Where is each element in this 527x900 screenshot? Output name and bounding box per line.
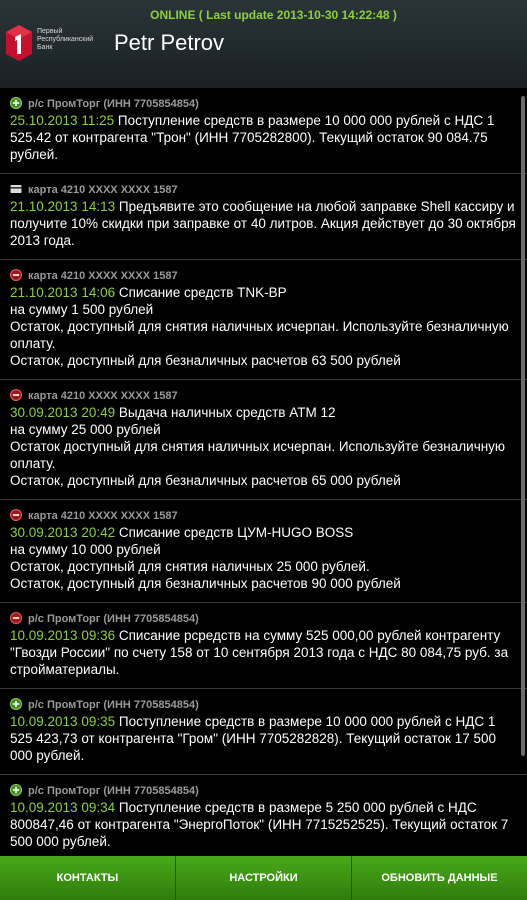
outgoing-minus-icon [10, 269, 22, 281]
message-datetime: 10.09.2013 09:36 [10, 628, 116, 643]
message-header [10, 96, 517, 112]
message-account: карта 4210 XXXX XXXX 1587 [28, 184, 178, 196]
message-list[interactable] [0, 88, 527, 856]
message-text: Выдача наличных средств ATM 12 на сумму 25 000 рублей Остаток доступный для снятия наличных исчерпан. Используйте безналичную оплату. Остаток, доступный для безналичных расчетов 65 000 рублей [10, 405, 506, 488]
message-text: Списание средств ЦУМ-HUGO BOSS на сумму 10 000 рублей Остаток, доступный для снятия наличных 25 000 рублей. Остаток, доступный для безналичных расчетов 90 000 рублей [10, 525, 401, 591]
outgoing-minus-icon [10, 612, 22, 624]
message-account: р/с ПромТорг (ИНН 7705854854) [28, 699, 199, 711]
message-item[interactable] [0, 88, 527, 174]
message-header [10, 388, 517, 404]
message-header [10, 508, 517, 524]
message-text: Поступление средств в размере 10 000 000 рублей с НДС 1 525.42 от контрагента "Трон" (ИНН 7705282800). Текущий остаток 90 084.75 рублей. [10, 113, 499, 162]
outgoing-minus-icon [10, 389, 22, 401]
message-text: Предъявите это сообщение на любой заправке Shell кассиру и получите 10% скидки при заправке от 40 литров. Акция действует до 30 октября 2013 года. [10, 199, 520, 248]
message-body [10, 627, 517, 678]
message-item[interactable] [0, 775, 527, 856]
message-item[interactable] [0, 689, 527, 775]
refresh-button[interactable]: ОБНОВИТЬ ДАННЫЕ [381, 872, 498, 884]
message-text: Списание средств TNK-BP на сумму 1 500 рублей Остаток, доступный для снятия наличных исчерпан. Используйте безналичную оплату. Остаток, доступный для безналичных расчетов 63 500 рублей [10, 285, 509, 368]
message-body [10, 404, 517, 489]
message-header [10, 611, 517, 627]
connection-status: ONLINE ( Last update 2013-10-30 14:22:48 ) [150, 8, 397, 22]
contacts-button[interactable]: КОНТАКТЫ [0, 856, 176, 900]
message-datetime: 10.09.2013 09:34 [10, 800, 116, 815]
message-datetime: 30.09.2013 20:42 [10, 525, 116, 540]
message-account: карта 4210 XXXX XXXX 1587 [28, 510, 178, 522]
message-account: карта 4210 XXXX XXXX 1587 [28, 390, 178, 402]
incoming-plus-icon [10, 698, 22, 710]
message-account: р/с ПромТорг (ИНН 7705854854) [28, 785, 199, 797]
message-body [10, 524, 517, 592]
message-body [10, 799, 517, 850]
bank-logo-icon [4, 24, 34, 62]
message-datetime: 21.10.2013 14:06 [10, 285, 116, 300]
message-datetime: 30.09.2013 20:49 [10, 405, 116, 420]
message-item[interactable] [0, 500, 527, 603]
message-header [10, 783, 517, 799]
message-item[interactable] [0, 174, 527, 260]
message-header [10, 697, 517, 713]
message-account: карта 4210 XXXX XXXX 1587 [28, 270, 178, 282]
message-header [10, 268, 517, 284]
outgoing-minus-icon [10, 509, 22, 521]
message-header [10, 182, 517, 198]
message-datetime: 10.09.2013 09:35 [10, 714, 116, 729]
message-body [10, 112, 517, 163]
message-body [10, 198, 520, 249]
message-body [10, 713, 517, 764]
message-item[interactable] [0, 380, 527, 500]
message-text: Поступление средств в размере 10 000 000 рублей с НДС 1 525 423,73 от контрагента "Гром" (ИНН 7705282828). Текущий остаток 17 500 000 рублей. [10, 714, 500, 763]
user-name: Petr Petrov [114, 30, 225, 55]
message-account: р/с ПромТорг (ИНН 7705854854) [28, 98, 199, 110]
bank-name: Первый Республиканский Банк [37, 28, 94, 51]
message-datetime: 25.10.2013 11:25 [10, 113, 115, 128]
card-icon [10, 183, 22, 195]
scrollbar[interactable] [521, 96, 525, 756]
footer-toolbar [0, 856, 527, 900]
message-text: Списание рсредств на сумму 525 000,00 рублей контрагенту "Гвозди России" по счету 158 от 10 сентября 2013 года с НДС 80 084,75 руб. за стройматериалы. [10, 628, 512, 677]
message-item[interactable] [0, 260, 527, 380]
incoming-plus-icon [10, 784, 22, 796]
message-text: Поступление средств в размере 5 250 000 рублей с НДС 800847,46 от контрагента "ЭнергоПоток" (ИНН 7715252525). Текущий остаток 7 500 000 рублей. [10, 800, 513, 849]
settings-button[interactable]: НАСТРОЙКИ [176, 856, 352, 900]
message-item[interactable] [0, 603, 527, 689]
message-account: р/с ПромТорг (ИНН 7705854854) [28, 613, 199, 625]
app-header [0, 0, 527, 88]
bank-logo [4, 24, 104, 66]
message-body [10, 284, 517, 369]
incoming-plus-icon [10, 97, 22, 109]
message-datetime: 21.10.2013 14:13 [10, 199, 116, 214]
